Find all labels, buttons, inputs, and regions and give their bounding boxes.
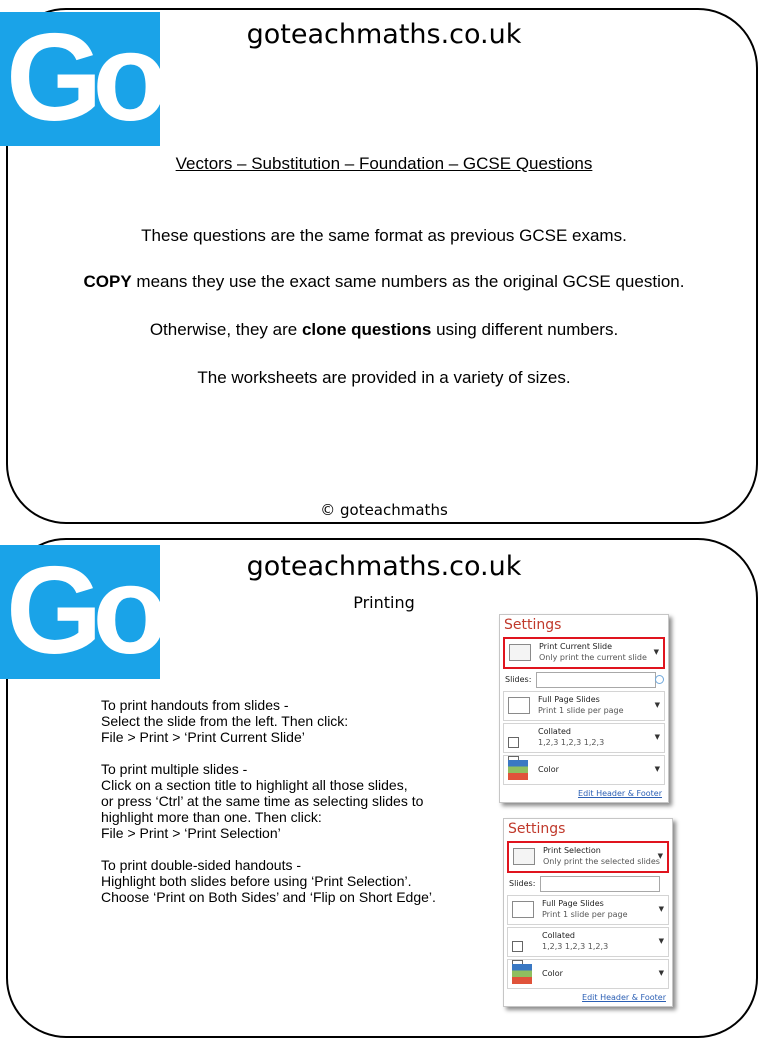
instruction-line: Choose ‘Print on Both Sides’ and ‘Flip on Short Edge’. — [101, 889, 436, 905]
option-title: Color — [542, 969, 563, 978]
slides-range-row — [507, 876, 669, 892]
clone-text-end: using different numbers. — [431, 320, 619, 339]
color-dropdown[interactable] — [503, 755, 665, 785]
instruction-block-double-sided — [101, 857, 486, 905]
site-title-2: goteachmaths.co.uk — [246, 551, 522, 582]
option-description: Print 1 slide per page — [542, 910, 628, 919]
copyright-notice: © goteachmaths — [320, 501, 448, 519]
collation-dropdown[interactable] — [503, 723, 665, 753]
instruction-line: Highlight both slides before using ‘Print Selection’. — [101, 873, 412, 889]
option-title: Collated — [538, 727, 571, 736]
intro-paragraph-sizes: The worksheets are provided in a variety of sizes. — [197, 368, 571, 387]
printing-subtitle: Printing — [353, 593, 415, 612]
printing-instructions — [101, 697, 486, 921]
collate-icon — [508, 733, 530, 743]
logo-text: Go! — [6, 9, 190, 147]
option-title: Full Page Slides — [538, 695, 600, 704]
page-icon — [512, 901, 534, 918]
clone-keyword: clone questions — [301, 320, 432, 339]
instruction-block-multiple — [101, 761, 486, 841]
print-range-dropdown[interactable] — [507, 841, 669, 873]
edit-header-footer-link[interactable]: Edit Header & Footer — [578, 789, 662, 798]
clone-text-start: Otherwise, they are — [149, 320, 302, 339]
dropdown-arrow-icon: ▼ — [657, 852, 663, 860]
slides-label: Slides: — [509, 879, 536, 888]
info-icon[interactable] — [655, 675, 664, 684]
slides-input[interactable] — [536, 672, 656, 688]
dropdown-arrow-icon: ▼ — [654, 765, 660, 773]
worksheet-title: Vectors – Substitution – Foundation – GCSE Questions — [175, 154, 593, 173]
slide-icon — [509, 644, 531, 661]
print-range-dropdown[interactable] — [503, 637, 665, 669]
intro-paragraph-format: These questions are the same format as previous GCSE exams. — [141, 226, 627, 245]
option-description: Only print the selected slides — [543, 857, 660, 866]
slides-range-row — [503, 672, 665, 688]
print-settings-panel-current — [499, 614, 669, 803]
instruction-line: File > Print > ‘Print Current Slide’ — [101, 729, 305, 745]
layout-dropdown[interactable] — [503, 691, 665, 721]
instruction-line: or press ‘Ctrl’ at the same time as selecting slides to — [101, 793, 424, 809]
color-dropdown[interactable] — [507, 959, 669, 989]
slides-label: Slides: — [505, 675, 532, 684]
settings-heading: Settings — [508, 821, 566, 837]
option-description: 1,2,3 1,2,3 1,2,3 — [538, 738, 605, 747]
dropdown-arrow-icon: ▼ — [658, 905, 664, 913]
option-description: 1,2,3 1,2,3 1,2,3 — [542, 942, 609, 951]
dropdown-arrow-icon: ▼ — [658, 969, 664, 977]
instruction-line: To print multiple slides - — [101, 761, 248, 777]
logo-text-2: Go! — [6, 542, 190, 680]
instruction-line: highlight more than one. Then click: — [101, 809, 322, 825]
instruction-line: To print handouts from slides - — [101, 697, 289, 713]
copy-keyword: COPY — [83, 272, 132, 291]
option-title: Collated — [542, 931, 575, 940]
edit-header-footer-link[interactable]: Edit Header & Footer — [582, 993, 666, 1002]
page-icon — [508, 697, 530, 714]
slides-input[interactable] — [540, 876, 660, 892]
instruction-line: Click on a section title to highlight all those slides, — [101, 777, 408, 793]
dropdown-arrow-icon: ▼ — [653, 648, 659, 656]
intro-paragraph-copy — [0, 272, 768, 292]
copy-explanation: means they use the exact same numbers as the original GCSE question. — [131, 272, 685, 291]
dropdown-arrow-icon: ▼ — [654, 733, 660, 741]
color-swatch-icon — [508, 760, 528, 780]
option-title: Print Current Slide — [539, 642, 613, 651]
dropdown-arrow-icon: ▼ — [658, 937, 664, 945]
color-swatch-icon — [512, 964, 532, 984]
site-title: goteachmaths.co.uk — [246, 19, 522, 50]
option-title: Full Page Slides — [542, 899, 604, 908]
collate-icon — [512, 937, 534, 947]
intro-paragraph-clone — [0, 320, 768, 340]
option-title: Print Selection — [543, 846, 601, 855]
instruction-block-handouts — [101, 697, 486, 745]
instruction-line: Select the slide from the left. Then click: — [101, 713, 349, 729]
collation-dropdown[interactable] — [507, 927, 669, 957]
instruction-line: To print double-sided handouts - — [101, 857, 302, 873]
option-description: Only print the current slide — [539, 653, 647, 662]
selection-icon — [513, 848, 535, 865]
dropdown-arrow-icon: ▼ — [654, 701, 660, 709]
print-settings-panel-selection — [503, 818, 673, 1007]
option-description: Print 1 slide per page — [538, 706, 624, 715]
option-title: Color — [538, 765, 559, 774]
layout-dropdown[interactable] — [507, 895, 669, 925]
settings-heading: Settings — [504, 617, 562, 633]
instruction-line: File > Print > ‘Print Selection’ — [101, 825, 281, 841]
